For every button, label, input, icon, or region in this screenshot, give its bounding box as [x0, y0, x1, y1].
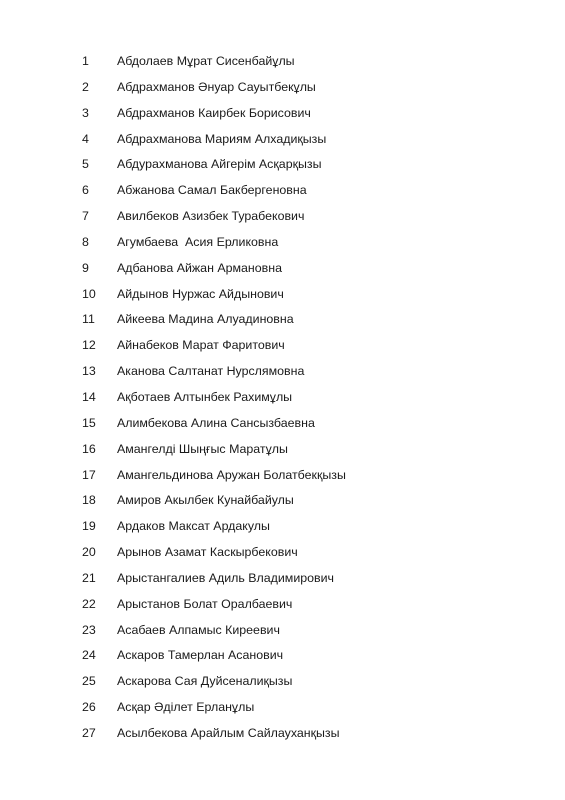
entry-number: 3 — [82, 105, 89, 120]
list-item — [0, 127, 565, 153]
entry-name: Айдынов Нуржас Айдынович — [117, 286, 284, 301]
entry-number: 16 — [82, 441, 96, 456]
list-item — [0, 256, 565, 282]
entry-name: Авилбеков Азизбек Турабекович — [117, 209, 305, 224]
list-item — [0, 566, 565, 592]
entry-name: Абдрахманов Каирбек Борисович — [117, 105, 311, 120]
list-item — [0, 178, 565, 204]
entry-number: 8 — [82, 234, 89, 249]
entry-name: Айнабеков Марат Фаритович — [117, 338, 285, 353]
entry-name: Абжанова Самал Бакбергеновна — [117, 183, 307, 198]
list-item — [0, 230, 565, 256]
entry-number: 23 — [82, 622, 96, 637]
list-item — [0, 540, 565, 566]
list-item — [0, 514, 565, 540]
entry-number: 7 — [82, 209, 89, 224]
entry-name: Аканова Салтанат Нурслямовна — [117, 364, 305, 379]
list-item — [0, 643, 565, 669]
list-item — [0, 152, 565, 178]
entry-number: 10 — [82, 286, 96, 301]
entry-name: Аскарова Сая Дуйсеналиқызы — [117, 674, 293, 689]
entry-name: Арыстангалиев Адиль Владимирович — [117, 570, 334, 585]
entry-number: 20 — [82, 545, 96, 560]
entry-number: 13 — [82, 364, 96, 379]
entry-number: 6 — [82, 183, 89, 198]
entry-name: Арыстанов Болат Оралбаевич — [117, 596, 293, 611]
entry-number: 12 — [82, 338, 96, 353]
entry-name: Адбанова Айжан Армановна — [117, 260, 282, 275]
entry-name: Амиров Акылбек Кунайбайулы — [117, 493, 294, 508]
entry-number: 11 — [82, 312, 95, 327]
entry-name: Аскаров Тамерлан Асанович — [117, 648, 284, 663]
entry-number: 24 — [82, 648, 96, 663]
entry-name: Амангельдинова Аружан Болатбекқызы — [117, 467, 346, 482]
entry-name: Абдурахманова Айгерім Асқарқызы — [117, 157, 322, 172]
list-item — [0, 437, 565, 463]
list-item — [0, 75, 565, 101]
entry-number: 25 — [82, 674, 96, 689]
entry-number: 1 — [82, 54, 89, 68]
list-item — [0, 411, 565, 437]
entry-name: Ардаков Максат Ардакулы — [117, 519, 270, 534]
entry-name: Амангелді Шыңғыс Маратұлы — [117, 441, 288, 456]
entry-number: 14 — [82, 389, 96, 404]
list-item — [0, 488, 565, 514]
list-item — [0, 282, 565, 308]
entry-number: 21 — [82, 570, 96, 585]
list-item — [0, 333, 565, 359]
entry-number: 18 — [82, 493, 96, 508]
entry-number: 5 — [82, 157, 89, 172]
name-list — [0, 49, 565, 747]
entry-name: Асқар Әділет Ерланұлы — [117, 700, 255, 715]
entry-name: Алимбекова Алина Сансызбаевна — [117, 415, 315, 430]
entry-number: 27 — [82, 725, 96, 740]
entry-name: Айкеева Мадина Алуадиновна — [117, 312, 294, 327]
list-item — [0, 618, 565, 644]
entry-number: 9 — [82, 260, 89, 275]
list-item — [0, 463, 565, 489]
list-item — [0, 721, 565, 747]
entry-number: 2 — [82, 79, 89, 94]
entry-name: Абдрахманов Әнуар Сауытбекұлы — [117, 79, 316, 94]
entry-name: Асылбекова Арайлым Сайлауханқызы — [117, 725, 340, 740]
list-item — [0, 307, 565, 333]
entry-name: Абдолаев Мұрат Сисенбайұлы — [117, 54, 295, 68]
entry-name: Арынов Азамат Каскырбекович — [117, 545, 298, 560]
entry-name: Абдрахманова Мариям Алхадиқызы — [117, 131, 327, 146]
list-item — [0, 204, 565, 230]
list-item — [0, 669, 565, 695]
entry-number: 26 — [82, 700, 96, 715]
list-item — [0, 49, 565, 75]
list-item — [0, 359, 565, 385]
entry-number: 19 — [82, 519, 96, 534]
list-item — [0, 101, 565, 127]
entry-number: 4 — [82, 131, 89, 146]
entry-number: 17 — [82, 467, 96, 482]
list-item — [0, 695, 565, 721]
entry-name: Агумбаева Асия Ерликовна — [117, 234, 279, 249]
entry-number: 22 — [82, 596, 96, 611]
entry-number: 15 — [82, 415, 96, 430]
list-item — [0, 592, 565, 618]
entry-name: Ақботаев Алтынбек Рахимұлы — [117, 389, 293, 404]
entry-name: Асабаев Алпамыс Киреевич — [117, 622, 280, 637]
list-item — [0, 385, 565, 411]
